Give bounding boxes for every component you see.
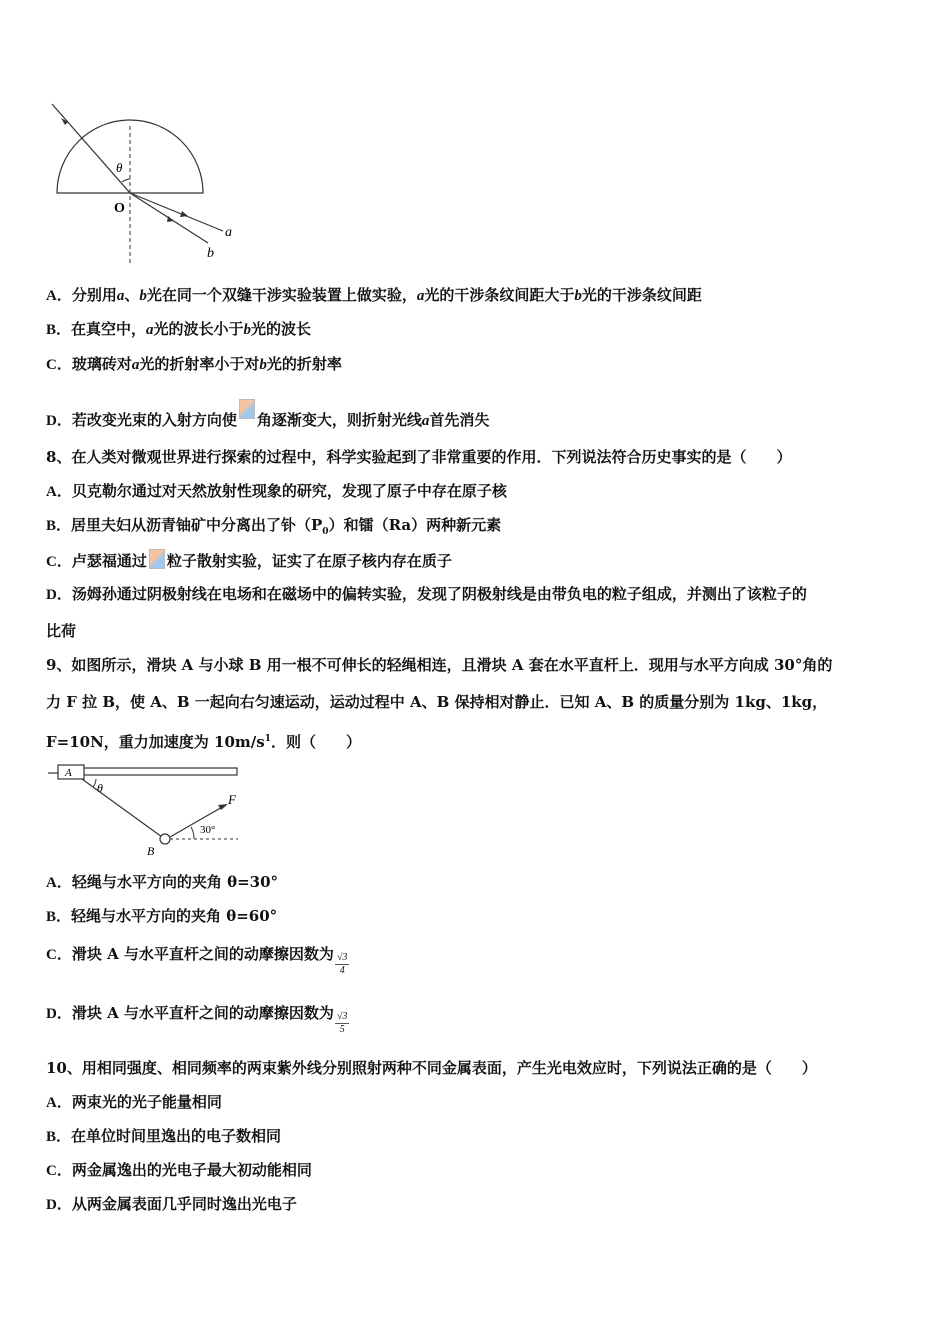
fraction-sqrt3-over-5: $\frac{√3}{5}$: [336, 1011, 348, 1035]
ray-b-label: b: [207, 246, 214, 261]
semicircle-refraction-figure: [40, 96, 250, 271]
ray-a-label: a: [225, 225, 232, 240]
q9-stem-line-2: 力 F 拉 B，使 A、B 一起向右匀速运动，运动过程中 A、B 保持相对静止．已知 A、B 的质量分别为 1kg、1kg，: [46, 693, 828, 711]
q9-option-d[interactable]: D．滑块 A 与水平直杆之间的动摩擦因数为 $\frac{√3}{5}$: [46, 1004, 348, 1035]
fraction-sqrt3-over-4: $\frac{√3}{4}$: [336, 952, 348, 976]
q9-option-b[interactable]: B．轻绳与水平方向的夹角 θ=60°: [46, 907, 278, 925]
q7-option-d[interactable]: D．若改变光束的入射方向使 角逐渐变大，则折射光线a首先消失: [46, 399, 489, 431]
q8-option-a[interactable]: A．贝克勒尔通过对天然放射性现象的研究，发现了原子中存在原子核: [46, 482, 507, 500]
q10-option-a[interactable]: A．两束光的光子能量相同: [46, 1093, 222, 1111]
theta-angle-label: θ: [97, 781, 103, 795]
q9-option-c[interactable]: C．滑块 A 与水平直杆之间的动摩擦因数为 $\frac{√3}{4}$: [46, 945, 348, 976]
q10-option-d[interactable]: D．从两金属表面几乎同时逸出光电子: [46, 1195, 297, 1213]
force-angle-label: 30°: [200, 824, 216, 836]
origin-label: O: [114, 201, 125, 216]
q9-stem-line-3: F=10N，重力加速度为 $10m/s^1$．则（ ）: [46, 733, 361, 751]
ball-b-label: B: [147, 844, 155, 858]
q8-option-b[interactable]: B．居里夫妇从沥青铀矿中分离出了钋$(P_0)$和镭（Ra）两种新元素: [46, 516, 502, 537]
q7-option-c[interactable]: C．玻璃砖对a光的折射率小于对b光的折射率: [46, 355, 342, 373]
q8-option-d-continued: 比荷: [46, 622, 77, 640]
slider-ball-figure: [44, 760, 244, 860]
q8-stem: 8、在人类对微观世界进行探索的过程中，科学实验起到了非常重要的作用．下列说法符合历史事实的是（ ）: [46, 448, 792, 466]
slider-a-label: A: [65, 767, 72, 779]
force-f-label: F: [228, 792, 236, 807]
q8-option-c[interactable]: C．卢瑟福通过 粒子散射实验，证实了在原子核内存在质子: [46, 549, 452, 572]
q10-stem: 10、用相同强度、相同频率的两束紫外线分别照射两种不同金属表面，产生光电效应时，下列说法正确的是（ ）: [46, 1059, 817, 1077]
theta-label: θ: [116, 160, 123, 175]
q7-option-a[interactable]: A．分别用a、b光在同一个双缝干涉实验装置上做实验，a光的干涉条纹间距大于b光的干涉条纹间距: [46, 286, 702, 304]
q8-option-d[interactable]: D．汤姆孙通过阴极射线在电场和在磁场中的偏转实验，发现了阴极射线是由带负电的粒子组成，并测出了该粒子的: [46, 585, 807, 603]
q10-option-c[interactable]: C．两金属逸出的光电子最大初动能相同: [46, 1161, 312, 1179]
broken-image-icon: [239, 399, 255, 419]
q10-option-b[interactable]: B．在单位时间里逸出的电子数相同: [46, 1127, 282, 1145]
q7-option-b[interactable]: B．在真空中，a光的波长小于b光的波长: [46, 320, 312, 338]
q9-stem-line-1: 9、如图所示，滑块 A 与小球 B 用一根不可伸长的轻绳相连，且滑块 A 套在水平直杆上．现用与水平方向成 30°角的: [46, 656, 833, 674]
broken-image-icon: [149, 549, 165, 569]
q9-option-a[interactable]: A．轻绳与水平方向的夹角 θ=30°: [46, 873, 279, 891]
